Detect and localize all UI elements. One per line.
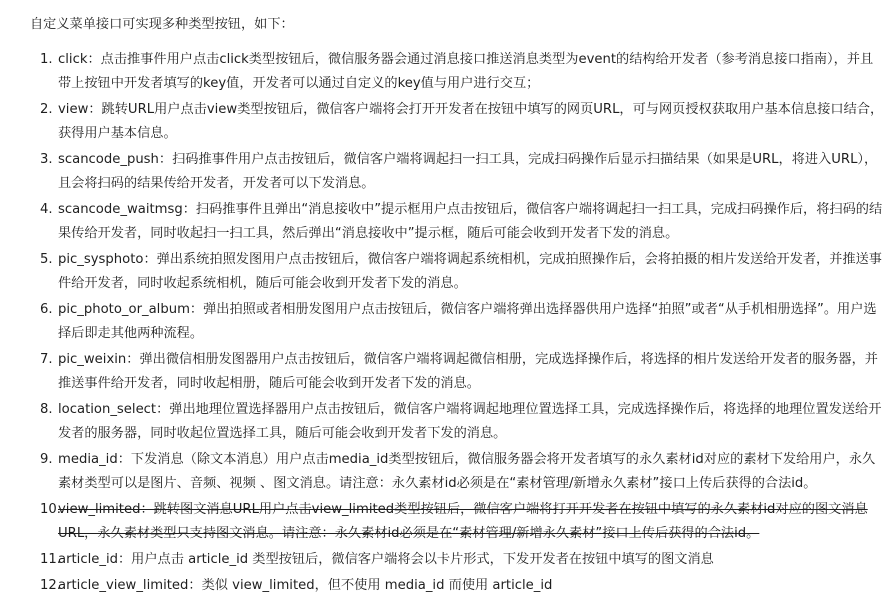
list-item [30, 448, 884, 496]
list-item [30, 298, 884, 346]
list-item [30, 348, 884, 396]
item-text: scancode_push：扫码推事件用户点击按钮后，微信客户端将调起扫一扫工具，完成扫码操作后显示扫描结果（如果是URL，将进入URL），且会将扫码的结果传给开发者，开发者可以下发消息。 [58, 152, 878, 191]
item-number: 1. [40, 52, 53, 67]
list-item-deprecated [30, 498, 884, 546]
list-item [30, 148, 884, 196]
item-text: pic_sysphoto：弹出系统拍照发图用户点击按钮后，微信客户端将调起系统相机，完成拍照操作后，会将拍摄的相片发送给开发者，并推送事件给开发者，同时收起系统相机，随后可能会收到开发者下发的消息。 [58, 252, 882, 291]
item-text: click：点击推事件用户点击click类型按钮后，微信服务器会通过消息接口推送消息类型为event的结构给开发者（参考消息接口指南），并且带上按钮中开发者填写的key值，开发者可以通过自定义的key值与用户进行交互； [58, 52, 874, 91]
item-text: view_limited：跳转图文消息URL用户点击view_limited类型按钮后，微信客户端将打开开发者在按钮中填写的永久素材id对应的图文消息URL，永久素材类型只支持图文消息。请注意：永久素材id必须是在“素材管理/新增永久素材”接口上传后获得的合法id。 [58, 502, 868, 541]
item-text: article_view_limited：类似 view_limited，但不使用 media_id 而使用 article_id [58, 578, 553, 593]
list-item [30, 198, 884, 246]
item-number: 8. [40, 402, 53, 417]
intro-paragraph: 自定义菜单接口可实现多种类型按钮，如下： [30, 17, 294, 32]
item-number: 12. [40, 578, 61, 593]
item-text: scancode_waitmsg：扫码推事件且弹出“消息接收中”提示框用户点击按钮后，微信客户端将调起扫一扫工具，完成扫码操作后，将扫码的结果传给开发者，同时收起扫一扫工具，然后弹出“消息接收中”提示框，随后可能会收到开发者下发的消息。 [58, 202, 883, 241]
list-item [30, 48, 884, 96]
item-number: 6. [40, 302, 53, 317]
item-number: 11. [40, 552, 61, 567]
list-item [30, 98, 884, 146]
item-text: pic_photo_or_album：弹出拍照或者相册发图用户点击按钮后，微信客户端将弹出选择器供用户选择“拍照”或者“从手机相册选择”。用户选择后即走其他两种流程。 [58, 302, 877, 341]
item-text: view：跳转URL用户点击view类型按钮后，微信客户端将会打开开发者在按钮中填写的网页URL，可与网页授权获取用户基本信息接口结合，获得用户基本信息。 [58, 102, 884, 141]
button-type-list [30, 48, 884, 598]
item-number: 10. [40, 502, 61, 517]
list-item [30, 398, 884, 446]
item-number: 4. [40, 202, 53, 217]
item-number: 5. [40, 252, 53, 267]
item-number: 9. [40, 452, 53, 467]
item-number: 3. [40, 152, 53, 167]
item-text: article_id：用户点击 article_id 类型按钮后，微信客户端将会以卡片形式，下发开发者在按钮中填写的图文消息 [58, 552, 714, 567]
item-number: 7. [40, 352, 53, 367]
item-number: 2. [40, 102, 53, 117]
list-item [30, 548, 884, 572]
list-item [30, 574, 884, 598]
item-text: media_id：下发消息（除文本消息）用户点击media_id类型按钮后，微信服务器会将开发者填写的永久素材id对应的素材下发给用户，永久素材类型可以是图片、音频、视频 、图文消息。请注意：永久素材id必须是在“素材管理/新增永久素材”接口上传后获得的合法id。 [58, 452, 876, 491]
item-text: location_select：弹出地理位置选择器用户点击按钮后，微信客户端将调起地理位置选择工具，完成选择操作后，将选择的地理位置发送给开发者的服务器，同时收起位置选择工具，随后可能会收到开发者下发的消息。 [58, 402, 882, 441]
list-item [30, 248, 884, 296]
item-text: pic_weixin：弹出微信相册发图器用户点击按钮后，微信客户端将调起微信相册，完成选择操作后，将选择的相片发送给开发者的服务器，并推送事件给开发者，同时收起相册，随后可能会收到开发者下发的消息。 [58, 352, 878, 391]
